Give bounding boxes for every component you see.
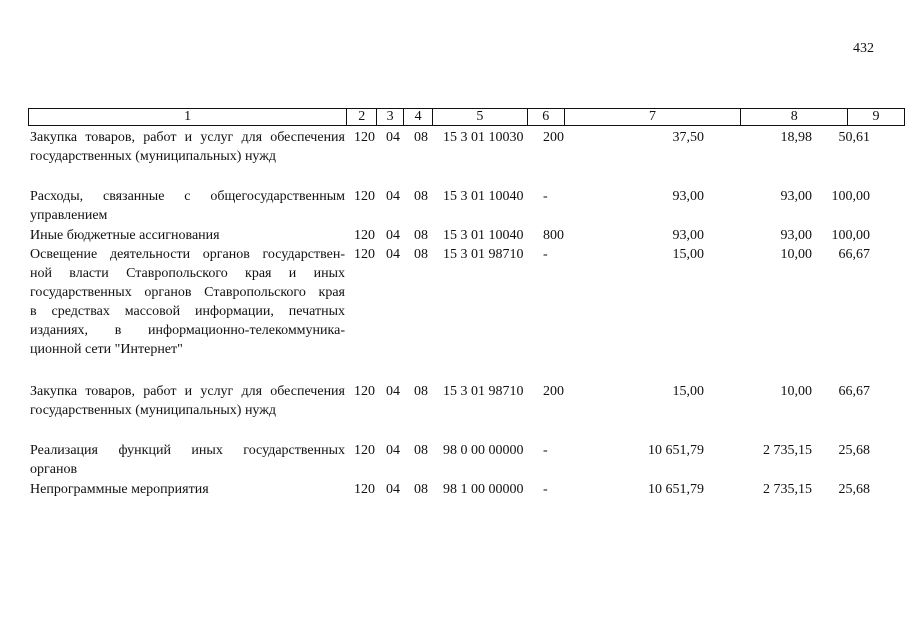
- row-name-line: ной власти Ставропольского края и иных: [30, 266, 345, 281]
- row-value-8: 10,00: [780, 247, 812, 262]
- row-name: [30, 226, 345, 245]
- row-target-code: 15 3 01 98710: [443, 384, 524, 399]
- column-header-7: 7: [564, 109, 741, 126]
- row-name-line: ционной сети "Интернет": [30, 342, 183, 357]
- row-value-9: 100,00: [831, 189, 870, 204]
- row-subsection-code: 08: [414, 189, 428, 204]
- row-target-code: 98 1 00 00000: [443, 482, 524, 497]
- row-value-8: 18,98: [780, 130, 812, 145]
- row-value-8: 93,00: [780, 228, 812, 243]
- column-header-4: 4: [404, 109, 433, 126]
- row-name: [30, 441, 345, 479]
- column-number-header: [28, 108, 905, 126]
- row-value-9: 50,61: [838, 130, 870, 145]
- row-value-9: 66,67: [838, 247, 870, 262]
- row-name: [30, 245, 345, 359]
- row-expense-type: 800: [543, 228, 564, 243]
- row-target-code: 15 3 01 10040: [443, 189, 524, 204]
- row-name: [30, 382, 345, 420]
- row-value-9: 25,68: [838, 443, 870, 458]
- row-target-code: 15 3 01 10040: [443, 228, 524, 243]
- row-subsection-code: 08: [414, 443, 428, 458]
- row-name-line: управлением: [30, 208, 108, 223]
- row-ministry-code: 120: [354, 247, 375, 262]
- row-name-line: изданиях, в информационно-телекоммуника-: [30, 323, 345, 338]
- row-section-code: 04: [386, 482, 400, 497]
- row-ministry-code: 120: [354, 228, 375, 243]
- row-section-code: 04: [386, 443, 400, 458]
- row-subsection-code: 08: [414, 130, 428, 145]
- row-ministry-code: 120: [354, 189, 375, 204]
- row-section-code: 04: [386, 189, 400, 204]
- column-header-9: 9: [848, 109, 905, 126]
- column-header-1: 1: [29, 109, 347, 126]
- row-name-line: в средствах массовой информации, печатных: [30, 304, 345, 319]
- row-value-8: 2 735,15: [763, 482, 812, 497]
- row-name-line: Расходы, связанные с общегосударственным: [30, 189, 345, 204]
- row-value-8: 10,00: [780, 384, 812, 399]
- row-section-code: 04: [386, 228, 400, 243]
- row-value-7: 10 651,79: [648, 443, 704, 458]
- row-name: [30, 187, 345, 225]
- row-name-line: Иные бюджетные ассигнования: [30, 228, 220, 243]
- row-section-code: 04: [386, 247, 400, 262]
- row-value-8: 2 735,15: [763, 443, 812, 458]
- row-expense-type: 200: [543, 130, 564, 145]
- row-value-8: 93,00: [780, 189, 812, 204]
- row-name-line: государственных (муниципальных) нужд: [30, 149, 277, 164]
- row-value-7: 15,00: [672, 384, 704, 399]
- row-expense-type: 200: [543, 384, 564, 399]
- row-name: [30, 480, 345, 499]
- row-subsection-code: 08: [414, 482, 428, 497]
- row-value-7: 93,00: [672, 189, 704, 204]
- row-subsection-code: 08: [414, 384, 428, 399]
- row-name-line: Закупка товаров, работ и услуг для обеспечения: [30, 130, 345, 145]
- row-section-code: 04: [386, 130, 400, 145]
- row-expense-type: -: [543, 247, 548, 262]
- row-section-code: 04: [386, 384, 400, 399]
- row-name-line: Освещение деятельности органов государствен-: [30, 247, 345, 262]
- row-expense-type: -: [543, 443, 548, 458]
- row-name-line: Реализация функций иных государственных: [30, 443, 345, 458]
- row-value-9: 25,68: [838, 482, 870, 497]
- row-ministry-code: 120: [354, 384, 375, 399]
- row-ministry-code: 120: [354, 443, 375, 458]
- row-value-7: 10 651,79: [648, 482, 704, 497]
- row-name-line: государственных органов Ставропольского края: [30, 285, 345, 300]
- column-header-5: 5: [433, 109, 528, 126]
- row-expense-type: -: [543, 189, 548, 204]
- row-name-line: Непрограммные мероприятия: [30, 482, 209, 497]
- row-target-code: 15 3 01 98710: [443, 247, 524, 262]
- row-value-7: 93,00: [672, 228, 704, 243]
- row-ministry-code: 120: [354, 482, 375, 497]
- row-value-9: 66,67: [838, 384, 870, 399]
- column-header-3: 3: [377, 109, 404, 126]
- row-value-7: 15,00: [672, 247, 704, 262]
- row-name-line: органов: [30, 462, 78, 477]
- row-name-line: государственных (муниципальных) нужд: [30, 403, 277, 418]
- row-expense-type: -: [543, 482, 548, 497]
- row-name: [30, 128, 345, 166]
- row-target-code: 98 0 00 00000: [443, 443, 524, 458]
- row-ministry-code: 120: [354, 130, 375, 145]
- page-number: 432: [853, 41, 874, 56]
- column-header-6: 6: [527, 109, 564, 126]
- row-value-7: 37,50: [672, 130, 704, 145]
- column-header-8: 8: [741, 109, 848, 126]
- row-target-code: 15 3 01 10030: [443, 130, 524, 145]
- row-value-9: 100,00: [831, 228, 870, 243]
- row-subsection-code: 08: [414, 228, 428, 243]
- row-subsection-code: 08: [414, 247, 428, 262]
- column-header-2: 2: [347, 109, 377, 126]
- row-name-line: Закупка товаров, работ и услуг для обеспечения: [30, 384, 345, 399]
